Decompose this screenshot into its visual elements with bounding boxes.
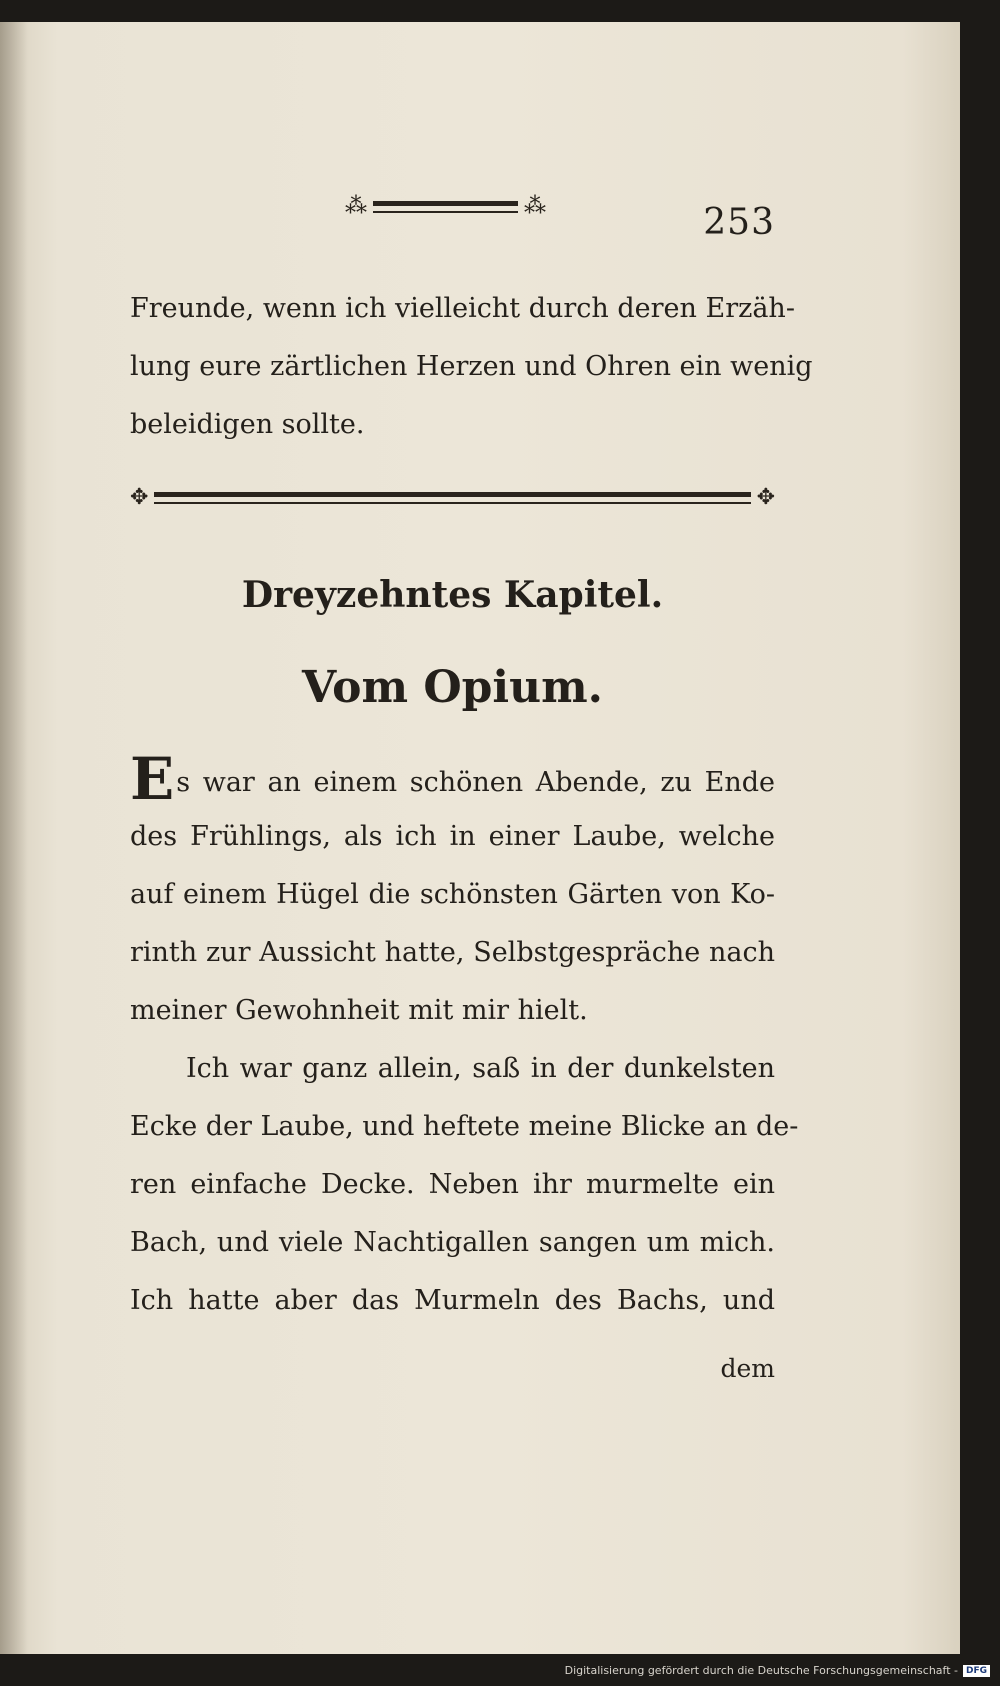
ornament-right-icon: ⁂	[524, 194, 546, 219]
dfg-logo: DFG	[963, 1665, 990, 1677]
paragraph1-line-1	[130, 745, 775, 813]
drop-cap-initial: E	[130, 745, 175, 813]
paragraph2-line-1: Ich war ganz allein, saß in der dunkelsten	[186, 1053, 775, 1084]
footer-credit-text: Digitalisierung gefördert durch die Deutsche Forschungsgemeinschaft -	[564, 1664, 958, 1677]
divider-left-icon: ✥	[130, 485, 149, 510]
header-ornament	[345, 194, 546, 219]
paragraph1-line-3: auf einem Hügel die schönsten Gärten von Ko-	[130, 879, 775, 910]
book-page	[0, 22, 960, 1654]
intro-line-1: Freunde, wenn ich vielleicht durch deren Erzäh-	[130, 293, 795, 324]
paragraph2-line-3: ren einfache Decke. Neben ihr murmelte ein	[130, 1169, 775, 1200]
intro-line-2: lung eure zärtlichen Herzen und Ohren ein wenig	[130, 351, 813, 382]
chapter-title: Vom Opium.	[302, 662, 603, 713]
paragraph1-line-4: rinth zur Aussicht hatte, Selbstgespräche nach	[130, 937, 775, 968]
ornament-bar-thick	[373, 201, 518, 206]
paragraph2-line-4: Bach, und viele Nachtigallen sangen um mich.	[130, 1227, 775, 1258]
page-number: 253	[703, 202, 775, 243]
paragraph1-first-line-text: s war an einem schönen Abende, zu Ende	[176, 767, 775, 798]
divider-bar-thick	[154, 492, 750, 497]
ornament-bar-thin	[373, 211, 518, 213]
intro-line-3: beleidigen sollte.	[130, 409, 365, 440]
paragraph1-line-2: des Frühlings, als ich in einer Laube, welche	[130, 821, 775, 852]
page-content	[130, 22, 813, 1654]
divider-bar-thin	[154, 502, 750, 504]
catchword: dem	[720, 1354, 775, 1383]
chapter-heading: Dreyzehntes Kapitel.	[241, 574, 664, 616]
chapter-divider	[130, 485, 775, 510]
divider-right-icon: ✥	[756, 485, 775, 510]
footer-credit	[565, 1664, 990, 1677]
spine-shadow	[0, 22, 28, 1654]
paragraph1-line-5: meiner Gewohnheit mit mir hielt.	[130, 995, 588, 1026]
ornament-left-icon: ⁂	[345, 194, 367, 219]
paragraph2-line-5: Ich hatte aber das Murmeln des Bachs, und	[130, 1285, 775, 1316]
paragraph2-line-2: Ecke der Laube, und heftete meine Blicke an de-	[130, 1111, 799, 1142]
